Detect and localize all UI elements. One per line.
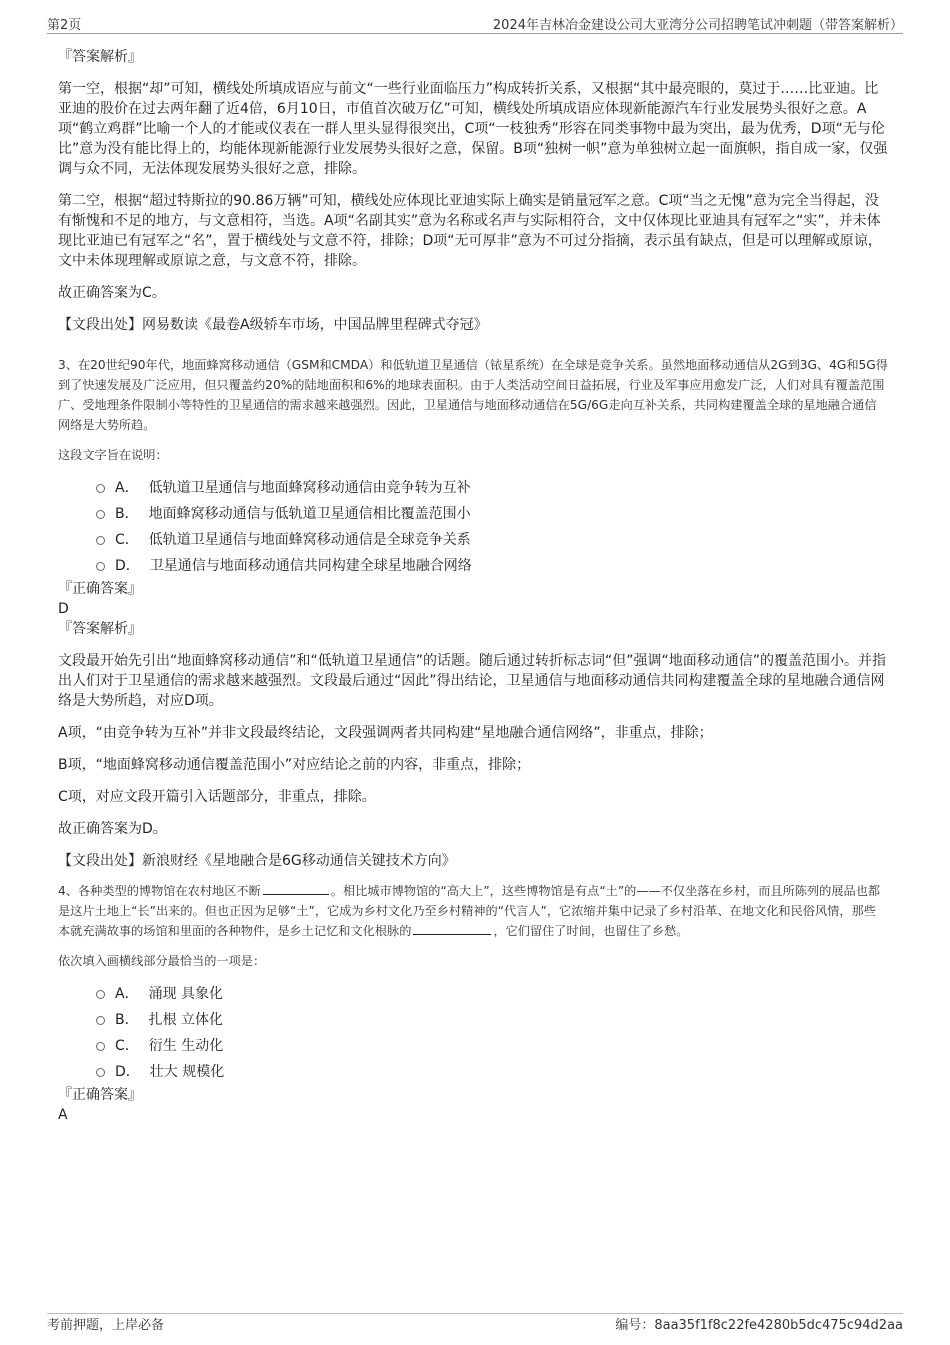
q3-options xyxy=(58,475,888,579)
q4-answer-label: 『正确答案』 xyxy=(58,1087,142,1103)
radio-icon[interactable] xyxy=(96,1016,105,1025)
q3-analysis-p5: 故正确答案为D。 xyxy=(58,821,167,837)
option-text: 衍生 生动化 xyxy=(148,1038,224,1054)
q3-option-b[interactable] xyxy=(96,501,888,527)
q3-answer-label: 『正确答案』 xyxy=(58,581,142,597)
radio-icon[interactable] xyxy=(96,990,105,999)
q3-analysis-p2: A项，“由竞争转为互补”并非文段最终结论，文段强调两者共同构建“星地融合通信网络”，非重点，排除； xyxy=(58,725,713,741)
header-divider xyxy=(47,33,903,34)
radio-icon[interactable] xyxy=(96,562,105,571)
q2-analysis-label: 『答案解析』 xyxy=(58,49,142,65)
q2-analysis-p3: 故正确答案为C。 xyxy=(58,285,166,301)
document-title: 2024年吉林冶金建设公司大亚湾分公司招聘笔试冲刺题（带答案解析） xyxy=(492,18,903,33)
q3-prompt: 这段文字旨在说明： xyxy=(58,448,168,462)
radio-icon[interactable] xyxy=(96,1042,105,1051)
q2-analysis-p2: 第二空，根据“超过特斯拉的90.86万辆”可知，横线处应体现比亚迪实际上确实是销量冠军之意。C项“当之无愧”意为完全当得起，没有惭愧和不足的地方，与文意相符，当选。A项“名副其实”意为名称或名声与实际相符合，文中仅体现比亚迪具有冠军之“实”，并未体现比亚迪已有冠军之“名”，置于横线处与文意不符，排除；D项“无可厚非”意为不可过分指摘，表示虽有缺点，但是可以理解或原谅，文中未体现理解或原谅之意，与文意不符，排除。 xyxy=(58,193,882,269)
option-text: 地面蜂窝移动通信与低轨道卫星通信相比覆盖范围小 xyxy=(148,506,471,522)
q3-analysis-label: 『答案解析』 xyxy=(58,621,142,637)
q3-analysis-p3: B项，“地面蜂窝移动通信覆盖范围小”对应结论之前的内容，非重点，排除； xyxy=(58,757,531,773)
option-text: 壮大 规模化 xyxy=(149,1064,225,1080)
q4-text-part-2: 。相比城市博物馆的“高大上”，这些博物馆是有点“土”的——不仅坐落在乡村，而且所陈列的展品也都是这片土地上“长”出来的。但也正因为足够“土”，它成为乡村文化乃至乡村精神的“代言人”，它浓缩并集中记录了乡村沿革、在地文化和民俗风情，那些本就充满故事的场馆和里面的各种物件，是乡土记忆和文化根脉的 xyxy=(58,884,881,938)
page-header xyxy=(47,14,903,34)
q3-option-a[interactable] xyxy=(96,475,888,501)
q4-option-a[interactable] xyxy=(96,981,888,1007)
q4-question-text xyxy=(58,881,888,941)
option-letter: B． xyxy=(115,1012,139,1028)
option-letter: C． xyxy=(115,532,139,548)
q3-answer: D xyxy=(58,601,69,617)
document-code: 编号：8aa35f1f8c22fe4280b5dc475c94d2aa xyxy=(615,1318,903,1333)
option-letter: B． xyxy=(115,506,139,522)
option-letter: A． xyxy=(115,480,139,496)
q3-source: 【文段出处】新浪财经《星地融合是6G移动通信关键技术方向》 xyxy=(58,853,456,869)
option-text: 低轨道卫星通信与地面蜂窝移动通信是全球竞争关系 xyxy=(148,532,471,548)
option-letter: D． xyxy=(115,558,140,574)
radio-icon[interactable] xyxy=(96,484,105,493)
option-letter: D． xyxy=(115,1064,140,1080)
q4-option-b[interactable] xyxy=(96,1007,888,1033)
q3-question-text: 3、在20世纪90年代，地面蜂窝移动通信（GSM和CMDA）和低轨道卫星通信（铱星系统）在全球是竞争关系。虽然地面移动通信从2G到3G、4G和5G得到了快速发展及广泛应用，但只覆盖约20%的陆地面积和6%的地球表面积。由于人类活动空间日益拓展，行业及军事应用愈发广泛，人们对具有覆盖范围广、受地理条件限制小等特性的卫星通信的需求越来越强烈。因此，卫星通信与地面移动通信在5G/6G走向互补关系，共同构建覆盖全球的星地融合通信网络是大势所趋。 xyxy=(58,358,888,432)
q3-option-c[interactable] xyxy=(96,527,888,553)
option-text: 低轨道卫星通信与地面蜂窝移动通信由竞争转为互补 xyxy=(148,480,471,496)
fill-blank-2 xyxy=(413,922,491,935)
q4-text-part-1: 4、各种类型的博物馆在农村地区不断 xyxy=(58,884,261,898)
option-text: 卫星通信与地面移动通信共同构建全球星地融合网络 xyxy=(149,558,472,574)
option-letter: A． xyxy=(115,986,139,1002)
page-footer xyxy=(47,1314,903,1332)
q4-options xyxy=(58,981,888,1085)
page-content xyxy=(58,47,888,1125)
q4-prompt: 依次填入画横线部分最恰当的一项是： xyxy=(58,954,266,968)
page-number: 第2页 xyxy=(47,18,82,33)
q2-analysis-p1: 第一空，根据“却”可知，横线处所填成语应与前文“一些行业面临压力”构成转折关系，又根据“其中最亮眼的，莫过于……比亚迪。比亚迪的股价在过去两年翻了近4倍，6月10日，市值首次破万亿”可知，横线处所填成语应体现新能源汽车行业发展势头很好之意。A项“鹤立鸡群”比喻一个人的才能或仪表在一群人里头显得很突出，C项“一枝独秀”形容在同类事物中最为突出，最为优秀，D项“无与伦比”意为没有能比得上的，均能体现新能源行业发展势头很好之意，保留。B项“独树一帜”意为单独树立起一面旗帜，指自成一家，仅强调与众不同，无法体现发展势头很好之意，排除。 xyxy=(58,81,888,177)
q2-source: 【文段出处】网易数读《最卷A级轿车市场，中国品牌里程碑式夺冠》 xyxy=(58,317,488,333)
q4-option-d[interactable] xyxy=(96,1059,888,1085)
q4-text-part-3: ，它们留住了时间，也留住了乡愁。 xyxy=(493,924,689,938)
q4-option-c[interactable] xyxy=(96,1033,888,1059)
q3-analysis-p4: C项，对应文段开篇引入话题部分，非重点，排除。 xyxy=(58,789,376,805)
fill-blank-1 xyxy=(263,882,329,895)
q3-option-d[interactable] xyxy=(96,553,888,579)
option-letter: C． xyxy=(115,1038,139,1054)
radio-icon[interactable] xyxy=(96,510,105,519)
radio-icon[interactable] xyxy=(96,536,105,545)
q4-answer: A xyxy=(58,1107,68,1123)
q3-analysis-p1: 文段最开始先引出“地面蜂窝移动通信”和“低轨道卫星通信”的话题。随后通过转折标志词“但”强调“地面移动通信”的覆盖范围小。并指出人们对于卫星通信的需求越来越强烈。文段最后通过“因此”得出结论，卫星通信与地面移动通信共同构建覆盖全球的星地融合通信网络是大势所趋，对应D项。 xyxy=(58,653,887,709)
option-text: 扎根 立体化 xyxy=(148,1012,224,1028)
footer-slogan: 考前押题，上岸必备 xyxy=(47,1318,165,1333)
option-text: 涌现 具象化 xyxy=(148,986,224,1002)
radio-icon[interactable] xyxy=(96,1068,105,1077)
